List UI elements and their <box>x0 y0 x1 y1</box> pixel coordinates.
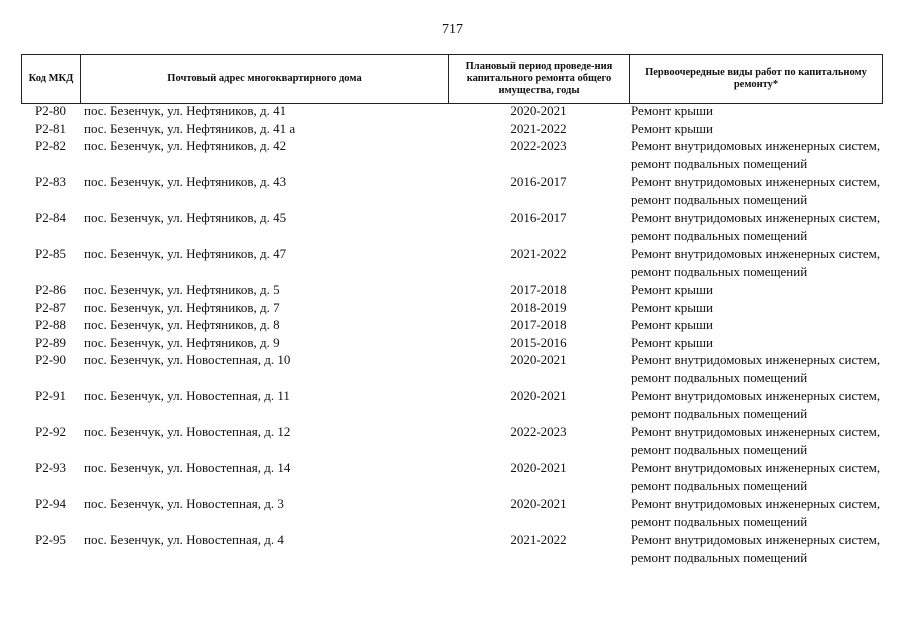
row-works: Ремонт внутридомовых инженерных систем, ремонт подвальных помещений <box>631 532 881 565</box>
row-address: пос. Безенчук, ул. Нефтяников, д. 47 <box>84 246 287 261</box>
table-row <box>21 459 883 495</box>
row-code: Р2-84 <box>34 210 67 225</box>
row-address: пос. Безенчук, ул. Нефтяников, д. 7 <box>84 299 280 315</box>
header-works: Первоочередные виды работ по капитальному ремонту* <box>645 67 867 90</box>
row-works: Ремонт внутридомовых инженерных систем, ремонт подвальных помещений <box>631 138 881 171</box>
row-period: 2020-2021 <box>510 103 567 118</box>
row-address: пос. Безенчук, ул. Нефтяников, д. 5 <box>84 282 280 297</box>
row-works: Ремонт внутридомовых инженерных систем, ремонт подвальных помещений <box>631 388 881 421</box>
header-period: Плановый период проведе-ния капитального ремонта общего имущества, годы <box>449 55 630 103</box>
row-address: пос. Безенчук, ул. Нефтяников, д. 8 <box>84 317 280 332</box>
table-row <box>21 137 883 173</box>
row-code: Р2-93 <box>34 460 67 475</box>
row-works: Ремонт внутридомовых инженерных систем, ремонт подвальных помещений <box>631 246 881 279</box>
row-period: 2020-2021 <box>510 496 567 511</box>
header-address: Почтовый адрес многоквартирного дома <box>81 55 449 103</box>
row-works: Ремонт крыши <box>631 120 713 136</box>
row-period: 2015-2016 <box>510 334 567 350</box>
row-address: пос. Безенчук, ул. Новостепная, д. 3 <box>84 496 284 511</box>
table-row <box>21 102 883 120</box>
table-row <box>21 299 883 317</box>
table-body <box>21 102 883 567</box>
row-code: Р2-91 <box>34 388 67 403</box>
table-row <box>21 316 883 334</box>
page-number: 717 <box>442 22 463 37</box>
row-works: Ремонт крыши <box>631 282 713 297</box>
row-period: 2017-2018 <box>510 282 567 297</box>
table-row <box>21 387 883 423</box>
row-code: Р2-80 <box>34 103 67 118</box>
row-address: пос. Безенчук, ул. Новостепная, д. 12 <box>84 424 291 439</box>
row-period: 2020-2021 <box>510 388 567 403</box>
table-header <box>21 54 883 104</box>
table-row <box>21 281 883 299</box>
row-code: Р2-81 <box>34 120 67 136</box>
row-period: 2016-2017 <box>510 210 567 225</box>
row-address: пос. Безенчук, ул. Нефтяников, д. 41 <box>84 103 287 118</box>
table-row <box>21 245 883 281</box>
table-row <box>21 351 883 387</box>
table-row <box>21 173 883 209</box>
row-period: 2016-2017 <box>510 174 567 189</box>
row-period: 2021-2022 <box>510 246 567 261</box>
row-address: пос. Безенчук, ул. Новостепная, д. 14 <box>84 460 291 475</box>
row-address: пос. Безенчук, ул. Нефтяников, д. 41 а <box>84 120 296 136</box>
row-address: пос. Безенчук, ул. Новостепная, д. 4 <box>84 532 284 547</box>
row-code: Р2-82 <box>34 138 67 153</box>
row-works: Ремонт крыши <box>631 334 713 350</box>
row-code: Р2-90 <box>34 352 67 367</box>
table-row <box>21 334 883 352</box>
row-period: 2018-2019 <box>510 299 567 315</box>
row-address: пос. Безенчук, ул. Нефтяников, д. 9 <box>84 334 280 350</box>
table-row <box>21 495 883 531</box>
row-works: Ремонт внутридомовых инженерных систем, ремонт подвальных помещений <box>631 210 881 243</box>
row-works: Ремонт внутридомовых инженерных систем, ремонт подвальных помещений <box>631 460 881 493</box>
row-code: Р2-92 <box>34 424 67 439</box>
row-works: Ремонт внутридомовых инженерных систем, ремонт подвальных помещений <box>631 352 881 385</box>
row-code: Р2-86 <box>34 282 67 297</box>
row-period: 2020-2021 <box>510 460 567 475</box>
row-period: 2017-2018 <box>510 317 567 332</box>
row-address: пос. Безенчук, ул. Новостепная, д. 11 <box>84 388 290 403</box>
row-code: Р2-85 <box>34 246 67 261</box>
row-address: пос. Безенчук, ул. Нефтяников, д. 42 <box>84 138 287 153</box>
table-row <box>21 423 883 459</box>
row-period: 2021-2022 <box>510 120 567 136</box>
header-code: Код МКД <box>22 55 81 103</box>
row-address: пос. Безенчук, ул. Нефтяников, д. 45 <box>84 210 287 225</box>
row-code: Р2-95 <box>34 532 67 547</box>
row-address: пос. Безенчук, ул. Нефтяников, д. 43 <box>84 174 287 189</box>
row-works: Ремонт крыши <box>631 103 713 118</box>
row-works: Ремонт внутридомовых инженерных систем, ремонт подвальных помещений <box>631 174 881 207</box>
row-code: Р2-94 <box>34 496 67 511</box>
table-row <box>21 209 883 245</box>
row-period: 2021-2022 <box>510 532 567 547</box>
row-period: 2022-2023 <box>510 424 567 439</box>
row-works: Ремонт крыши <box>631 299 713 315</box>
row-works: Ремонт крыши <box>631 317 713 332</box>
row-works: Ремонт внутридомовых инженерных систем, ремонт подвальных помещений <box>631 424 881 457</box>
row-code: Р2-88 <box>34 317 67 332</box>
row-works: Ремонт внутридомовых инженерных систем, ремонт подвальных помещений <box>631 496 881 529</box>
table-row <box>21 120 883 138</box>
row-code: Р2-89 <box>34 334 67 350</box>
table-row <box>21 531 883 567</box>
row-address: пос. Безенчук, ул. Новостепная, д. 10 <box>84 352 291 367</box>
row-period: 2020-2021 <box>510 352 567 367</box>
row-code: Р2-87 <box>34 299 67 315</box>
row-period: 2022-2023 <box>510 138 567 153</box>
row-code: Р2-83 <box>34 174 67 189</box>
